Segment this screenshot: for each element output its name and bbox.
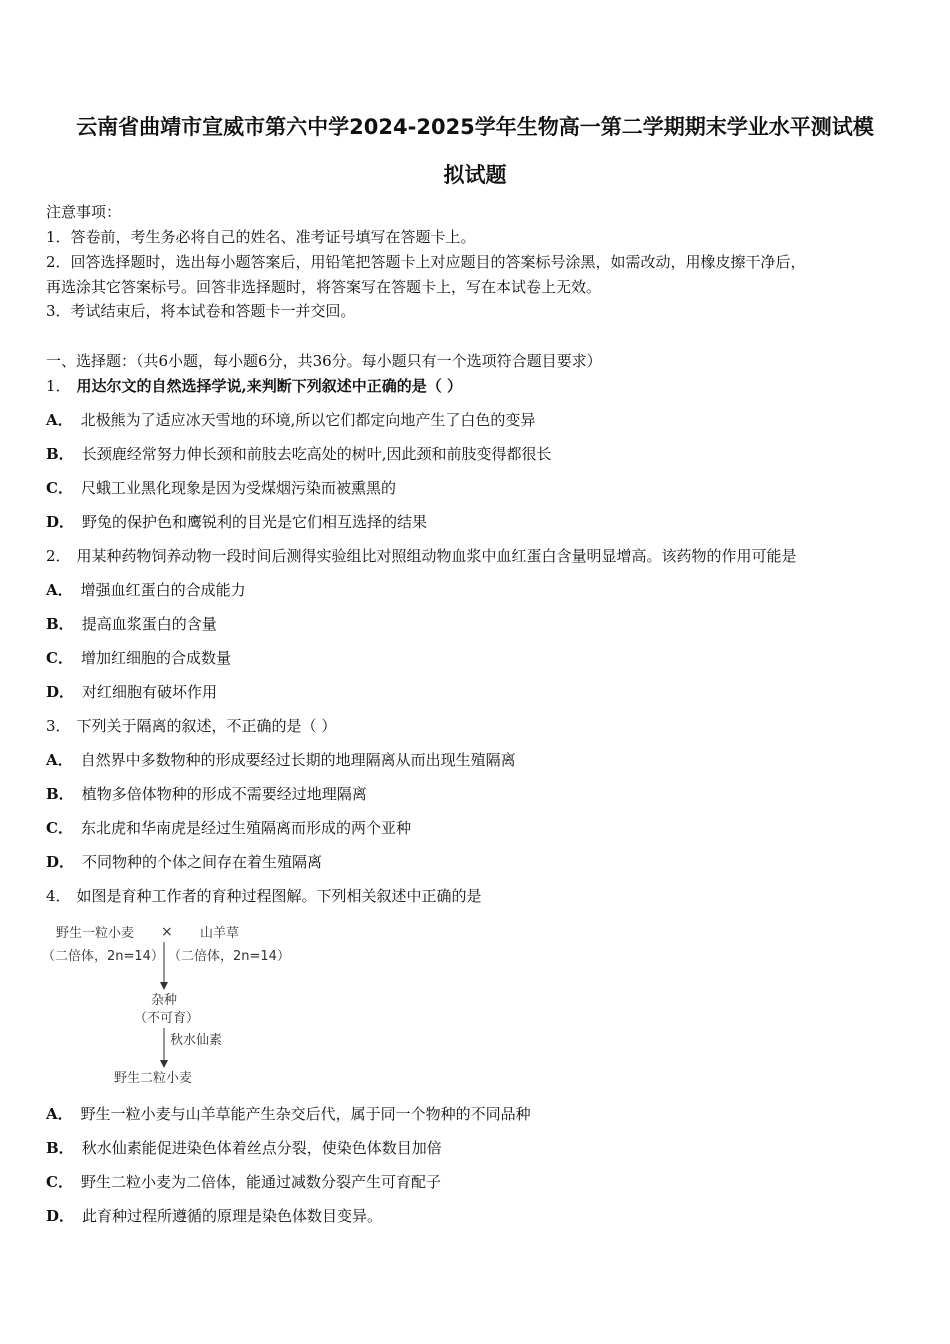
q2-option-c [46, 649, 231, 667]
question-2 [46, 547, 797, 565]
option-letter: D． [46, 1207, 75, 1225]
question-number: 2． [46, 547, 71, 565]
diagram-treatment: 秋水仙素 [170, 1033, 223, 1048]
diagram-parent2-note: （二倍体，2n=14） [168, 949, 290, 964]
q2-option-d [46, 683, 217, 701]
q1-option-a [46, 411, 535, 429]
notice-heading: 注意事项： [46, 203, 122, 221]
exam-title-line2: 拟试题 [443, 163, 507, 187]
q4-option-d [46, 1207, 382, 1225]
question-stem: 用某种药物饲养动物一段时间后测得实验组比对照组动物血浆中血红蛋白含量明显增高。该药物的作用可能是 [76, 547, 797, 565]
option-text: 植物多倍体物种的形成不需要经过地理隔离 [81, 785, 367, 803]
question-1 [46, 377, 462, 395]
q3-option-c [46, 819, 411, 837]
option-text: 野兔的保护色和鹰锐利的目光是它们相互选择的结果 [82, 513, 428, 531]
option-letter: A． [46, 411, 73, 429]
diagram-hybrid-note: （不可育） [134, 1011, 200, 1026]
option-letter: A． [46, 1105, 73, 1123]
q1-option-d [46, 513, 427, 531]
option-letter: D． [46, 513, 75, 531]
option-text: 尺蛾工业黑化现象是因为受煤烟污染而被熏黑的 [80, 479, 396, 497]
q4-option-a [46, 1105, 531, 1123]
option-letter: B． [46, 1139, 74, 1157]
option-letter: D． [46, 853, 75, 871]
option-text: 对红细胞有破坏作用 [82, 683, 218, 701]
diagram-cross-symbol: × [161, 924, 173, 940]
question-number: 3． [46, 717, 71, 735]
question-3 [46, 717, 336, 735]
option-letter: A． [46, 751, 73, 769]
option-letter: C． [46, 649, 73, 667]
q3-option-d [46, 853, 322, 871]
notice-item-2-cont: 再选涂其它答案标号。回答非选择题时，将答案写在答题卡上，写在本试卷上无效。 [46, 278, 602, 296]
notice-item-3: 3．考试结束后，将本试卷和答题卡一并交回。 [46, 302, 356, 320]
diagram-result: 野生二粒小麦 [114, 1071, 193, 1086]
diagram-hybrid: 杂种 [151, 993, 178, 1008]
option-letter: C． [46, 479, 73, 497]
option-text: 不同物种的个体之间存在着生殖隔离 [82, 853, 323, 871]
option-letter: B． [46, 615, 74, 633]
q3-option-b [46, 785, 367, 803]
option-text: 东北虎和华南虎是经过生殖隔离而形成的两个亚种 [80, 819, 411, 837]
q2-option-a [46, 581, 246, 599]
option-letter: C． [46, 819, 73, 837]
option-text: 野生二粒小麦为二倍体，能通过减数分裂产生可育配子 [80, 1173, 441, 1191]
option-text: 提高血浆蛋白的含量 [81, 615, 217, 633]
question-number: 1． [46, 377, 71, 395]
q4-option-b [46, 1139, 442, 1157]
notice-item-1: 1．答卷前，考生务必将自己的姓名、准考证号填写在答题卡上。 [46, 228, 476, 246]
option-text: 自然界中多数物种的形成要经过长期的地理隔离从而出现生殖隔离 [80, 751, 516, 769]
option-text: 此育种过程所遵循的原理是染色体数目变异。 [82, 1207, 383, 1225]
option-text: 野生一粒小麦与山羊草能产生杂交后代，属于同一个物种的不同品种 [80, 1105, 531, 1123]
diagram-parent2: 山羊草 [200, 926, 240, 941]
question-number: 4． [46, 887, 71, 905]
notice-item-2: 2．回答选择题时，选出每小题答案后，用铅笔把答题卡上对应题目的答案标号涂黑，如需改动，用橡皮擦干净后， [46, 253, 806, 271]
breeding-process-diagram [44, 918, 294, 1090]
arrow-head-upper [160, 982, 168, 990]
q1-option-c [46, 479, 396, 497]
diagram-parent1-note: （二倍体，2n=14） [42, 949, 164, 964]
question-stem: 下列关于隔离的叙述，不正确的是（ ） [76, 717, 337, 735]
option-text: 长颈鹿经常努力伸长颈和前肢去吃高处的树叶,因此颈和前肢变得都很长 [81, 445, 552, 463]
question-stem: 如图是育种工作者的育种过程图解。下列相关叙述中正确的是 [76, 887, 482, 905]
option-text: 增强血红蛋白的合成能力 [80, 581, 246, 599]
option-letter: C． [46, 1173, 73, 1191]
option-letter: A． [46, 581, 73, 599]
q1-option-b [46, 445, 551, 463]
option-text: 秋水仙素能促进染色体着丝点分裂，使染色体数目加倍 [81, 1139, 442, 1157]
option-text: 增加红细胞的合成数量 [80, 649, 231, 667]
exam-title-line1: 云南省曲靖市宣威市第六中学2024-2025学年生物高一第二学期期末学业水平测试模 [76, 115, 874, 139]
question-4 [46, 887, 482, 905]
section-heading: 一、选择题：（共6小题，每小题6分，共36分。每小题只有一个选项符合题目要求） [46, 352, 602, 370]
q2-option-b [46, 615, 217, 633]
option-letter: D． [46, 683, 75, 701]
option-text: 北极熊为了适应冰天雪地的环境,所以它们都定向地产生了白色的变异 [80, 411, 536, 429]
question-stem: 用达尔文的自然选择学说,来判断下列叙述中正确的是（ ） [76, 377, 462, 395]
q3-option-a [46, 751, 516, 769]
option-letter: B． [46, 785, 74, 803]
option-letter: B． [46, 445, 74, 463]
diagram-parent1: 野生一粒小麦 [56, 926, 135, 941]
arrow-head-lower [160, 1060, 168, 1068]
q4-option-c [46, 1173, 441, 1191]
diagram-arrows [44, 918, 294, 1090]
